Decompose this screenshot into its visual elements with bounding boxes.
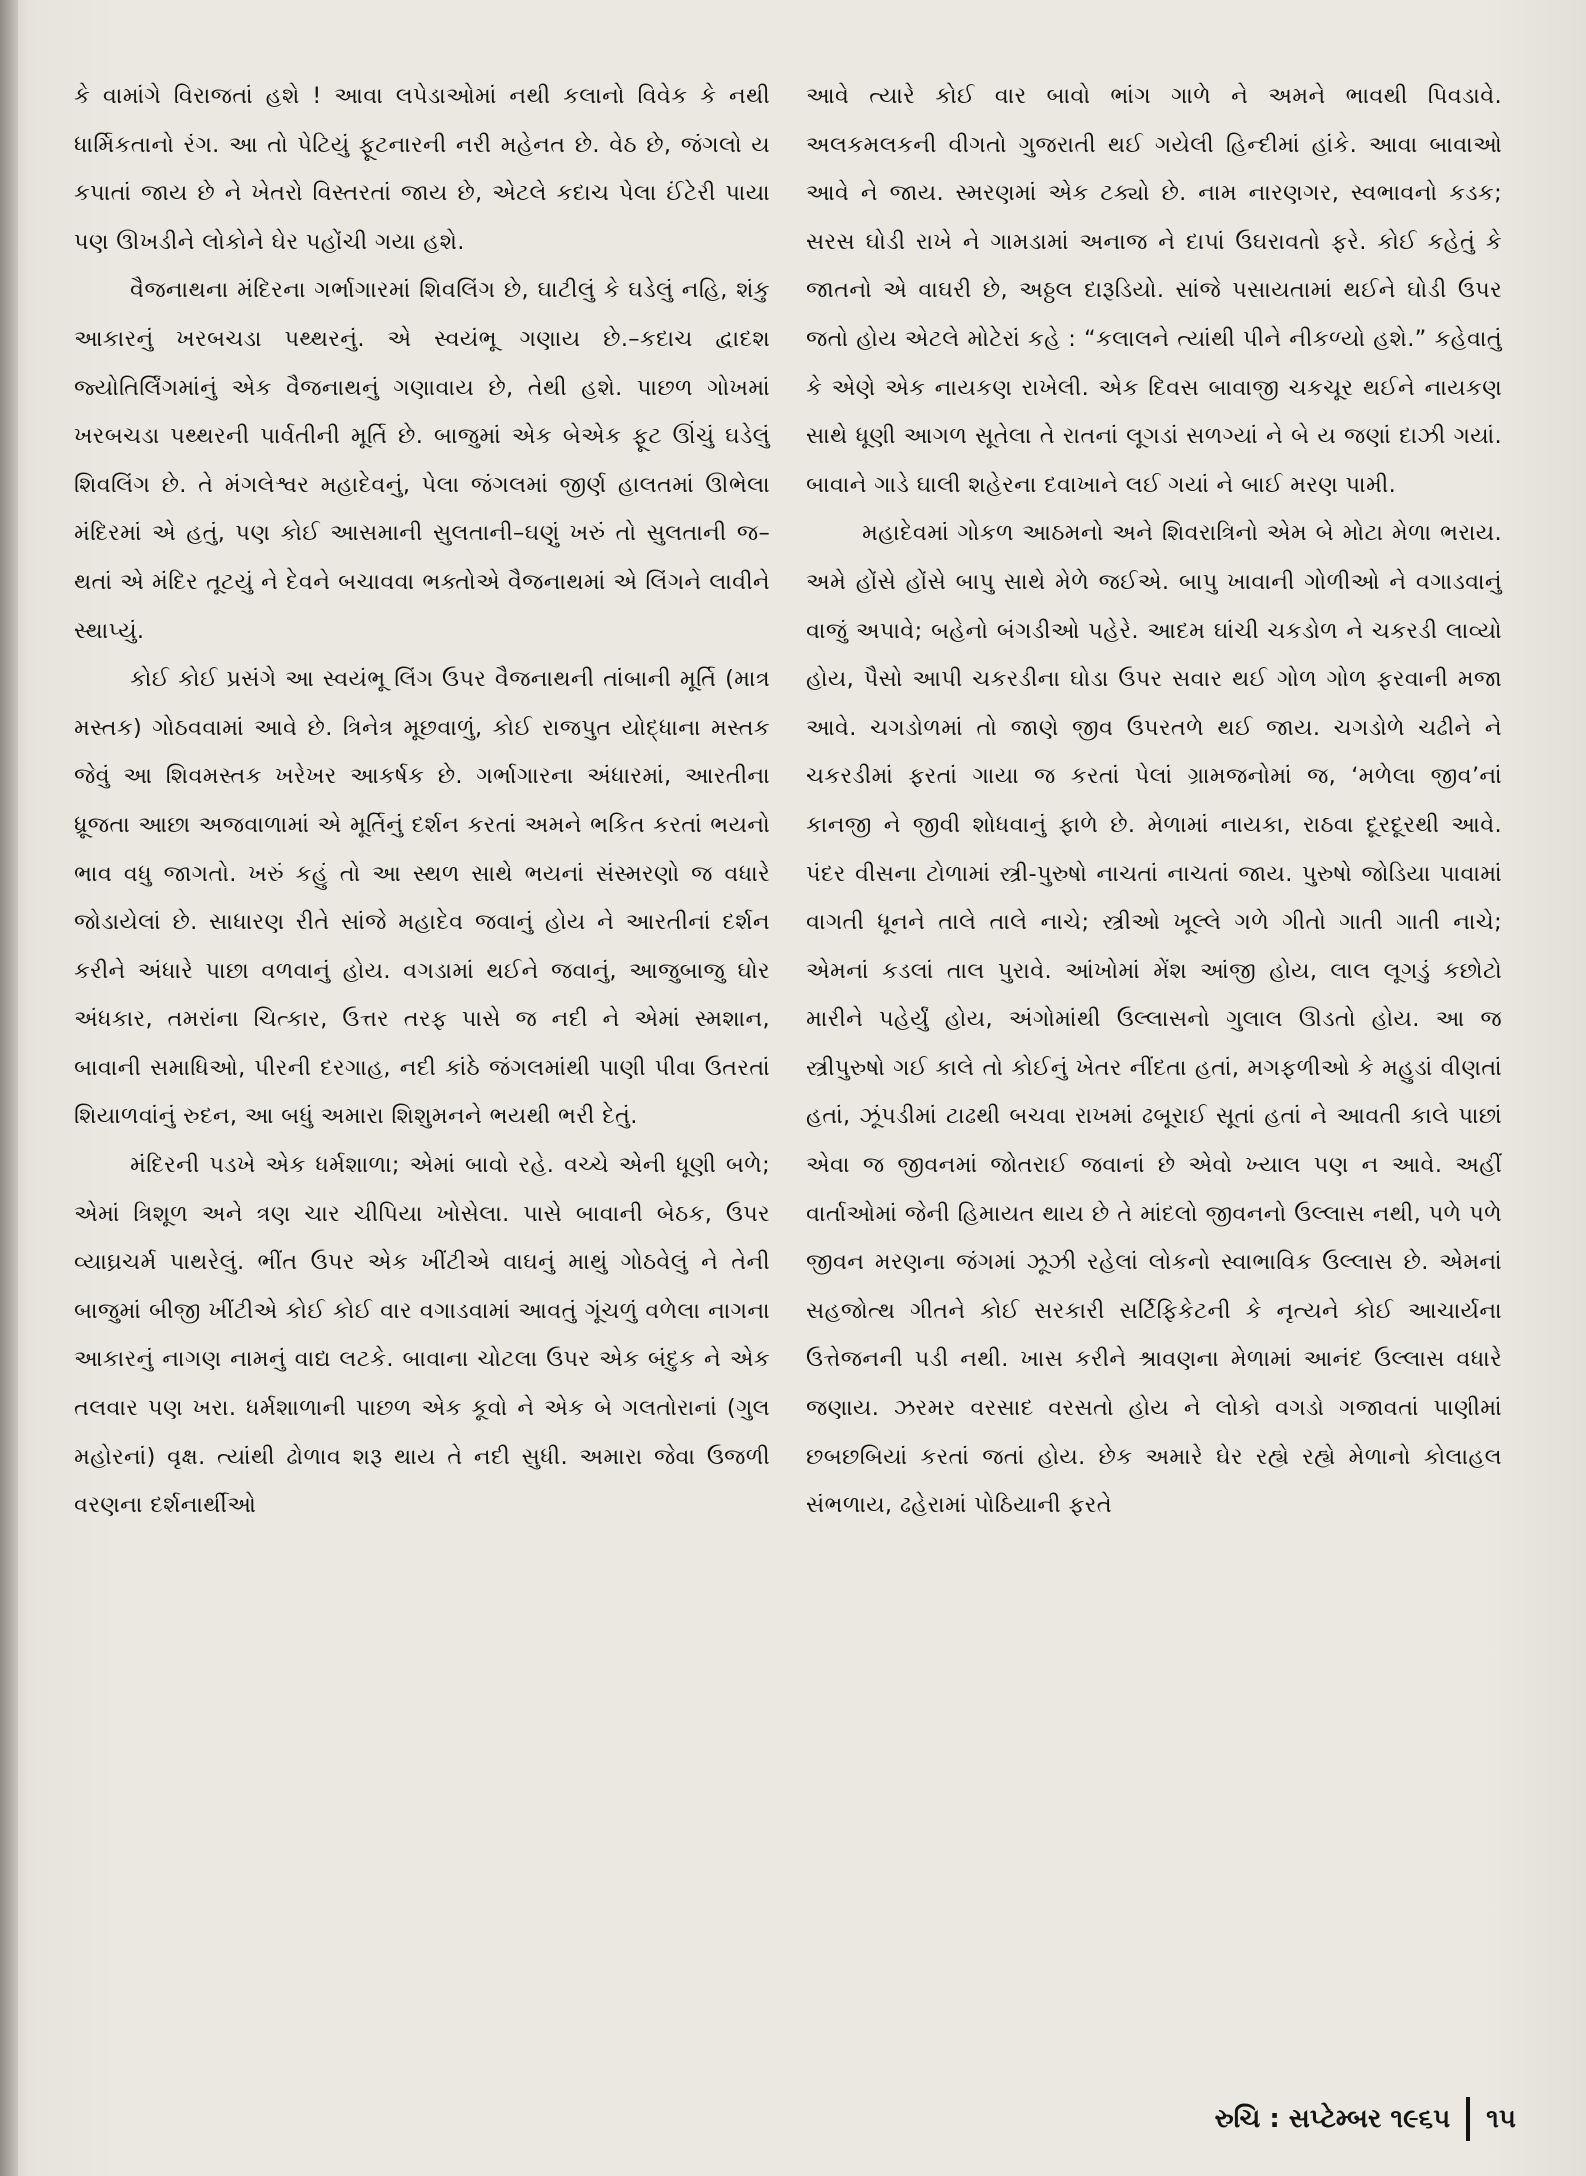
footer-divider [1466,2097,1470,2141]
page-number: ૧૫ [1486,2103,1516,2134]
magazine-issue-label: રુચિ : સપ્ટેમ્બર ૧૯૬૫ [1214,2103,1451,2134]
left-text-column [74,72,770,1530]
right-text-column [806,72,1502,1530]
paragraph: આવે ત્યારે કોઈ વાર બાવો ભાંગ ગાળે ને અમને ભાવથી પિવડાવે. અલકમલકની વીગતો ગુજરાતી થઈ ગયેલી હિન્દીમાં હાંકે. આવા બાવાઓ આવે ને જાય. સ્મરણમાં એક ટક્યો છે. નામ નારણગર, સ્વભાવનો કડક; સરસ ઘોડી રાખે ને ગામડામાં અનાજ ને દાપાં ઉઘરાવતો ફરે. કોઈ કહેતું કે જાતનો એ વાઘરી છે, અઠ્ઠલ દારૂડિયો. સાંજે પસાયતામાં થઈને ઘોડી ઉપર જતો હોય એટલે મોટેરાં કહે : “કલાલને ત્યાંથી પીને નીકળ્યો હશે.” કહેવાતું કે એણે એક નાયકણ રાખેલી. એક દિવસ બાવાજી ચકચૂર થઈને નાયકણ સાથે ધૂણી આગળ સૂતેલા તે રાતનાં લૂગડાં સળગ્યાં ને બે ય જણાં દાઝી ગયાં. બાવાને ગાડે ઘાલી શહેરના દવાખાને લઈ ગયાં ને બાઈ મરણ પામી. [806,83,1502,498]
paragraph: કોઈ કોઈ પ્રસંગે આ સ્વયંભૂ લિંગ ઉપર વૈજનાથની તાંબાની મૂર્તિ (માત્ર મસ્તક) ગોઠવવામાં આવે છે. ત્રિનેત્ર મૂછવાળું, કોઈ રાજપુત યોદ્ધાના મસ્તક જેવું આ શિવમસ્તક ખરેખર આકર્ષક છે. ગર્ભાગારના અંધારમાં, આરતીના ધ્રૂજતા આછા અજવાળામાં એ મૂર્તિનું દર્શન કરતાં અમને ભકિત કરતાં ભયનો ભાવ વધુ જાગતો. ખરું કહું તો આ સ્થળ સાથે ભયનાં સંસ્મરણો જ વધારે જોડાયેલાં છે. સાધારણ રીતે સાંજે મહાદેવ જવાનું હોય ને આરતીનાં દર્શન કરીને અંધારે પાછા વળવાનું હોય. વગડામાં થઈને જવાનું, આજુબાજુ ઘોર અંધકાર, તમરાંના ચિત્કાર, ઉત્તર તરફ પાસે જ નદી ને એમાં સ્મશાન, બાવાની સમાધિઓ, પીરની દરગાહ, નદી કાંઠે જંગલમાંથી પાણી પીવા ઉતરતાં શિયાળવાંનું રુદન, આ બધું અમારા શિશુમનને ભયથી ભરી દેતું. [74,666,770,1130]
paragraph: મહાદેવમાં ગોકળ આઠમનો અને શિવરાત્રિનો એમ બે મોટા મેળા ભરાય. અમે હોંસે હોંસે બાપુ સાથે મેળે જઈએ. બાપુ ખાવાની ગોળીઓ ને વગાડવાનું વાજું અપાવે; બહેનો બંગડીઓ પહેરે. આદમ ઘાંચી ચકડોળ ને ચકરડી લાવ્યો હોય, પૈસો આપી ચકરડીના ઘોડા ઉપર સવાર થઈ ગોળ ગોળ ફરવાની મજા આવે. ચગડોળમાં તો જાણે જીવ ઉપરતળે થઈ જાય. ચગડોળે ચઢીને ને ચકરડીમાં ફરતાં ગાયા જ કરતાં પેલાં ગ્રામજનોમાં જ, ‘મળેલા જીવ’નાં કાનજી ને જીવી શોધવાનું ફાળે છે. મેળામાં નાયકા, રાઠવા દૂરદૂરથી આવે. પંદર વીસના ટોળામાં સ્ત્રી-પુરુષો નાચતાં નાચતાં જાય. પુરુષો જોડિયા પાવામાં વાગતી ધૂનને તાલે તાલે નાચે; સ્ત્રીઓ ખૂલ્લે ગળે ગીતો ગાતી ગાતી નાચે; એમનાં કડલાં તાલ પુરાવે. આંખોમાં મેંશ આંજી હોય, લાલ લૂગડું કછોટો મારીને પહેર્યું હોય, અંગોમાંથી ઉલ્લાસનો ગુલાલ ઊડતો હોય. આ જ સ્ત્રીપુરુષો ગઈ કાલે તો કોઈનું ખેતર નીંદતા હતાં, મગફળીઓ કે મહુડાં વીણતાં હતાં, ઝૂંપડીમાં ટાઢથી બચવા રાખમાં ઢબૂરાઈ સૂતાં હતાં ને આવતી કાલે પાછાં એવા જ જીવનમાં જોતરાઈ જવાનાં છે એવો ખ્યાલ પણ ન આવે. અહીં વાર્તાઓમાં જેની હિમાયત થાય છે તે માંદલો જીવનનો ઉલ્લાસ નથી, પળે પળે જીવન મરણના જંગમાં ઝૂઝી રહેલાં લોકનો સ્વાભાવિક ઉલ્લાસ છે. એમનાં સહજોત્થ ગીતને કોઈ સરકારી સર્ટિફિકેટની કે નૃત્યને કોઈ આચાર્યના ઉત્તેજનની પડી નથી. ખાસ કરીને શ્રાવણના મેળામાં આનંદ ઉલ્લાસ વધારે જણાય. ઝરમર વરસાદ વરસતો હોય ને લોકો વગડો ગજાવતાં પાણીમાં છબછબિયાં કરતાં જતાં હોય. છેક અમારે ઘેર રહ્યે રહ્યે મેળાનો કોલાહલ સંભળાય, ઢહેરામાં પોઠિયાની ફરતે [806,520,1502,1519]
paragraph: વૈજનાથના મંદિરના ગર્ભાગારમાં શિવલિંગ છે, ઘાટીલું કે ઘડેલું નહિ, શંકુ આકારનું ખરબચડા પથ્થરનું. એ સ્વયંભૂ ગણાય છે.–કદાચ દ્વાદશ જ્યોતિર્લિંગમાંનું એક વૈજનાથનું ગણાવાય છે, તેથી હશે. પાછળ ગોખમાં ખરબચડા પથ્થરની પાર્વતીની મૂર્તિ છે. બાજુમાં એક બેએક ફૂટ ઊંચું ઘડેલું શિવલિંગ છે. તે મંગલેશ્વર મહાદેવનું, પેલા જંગલમાં જીર્ણ હાલતમાં ઊભેલા મંદિરમાં એ હતું, પણ કોઈ આસમાની સુલતાની–ઘણું ખરું તો સુલતાની જ–થતાં એ મંદિર તૂટયું ને દેવને બચાવવા ભક્તોએ વૈજનાથમાં એ લિંગને લાવીને સ્થાપ્યું. [74,277,770,644]
paragraph: મંદિરની પડખે એક ધર્મશાળા; એમાં બાવો રહે. વચ્ચે એની ધૂણી બળે; એમાં ત્રિશૂળ અને ત્રણ ચાર ચીપિયા ખોસેલા. પાસે બાવાની બેઠક, ઉપર વ્યાઘ્રચર્મ પાથરેલું. ભીંત ઉપર એક ખીંટીએ વાઘનું માથું ગોઠવેલું ને તેની બાજુમાં બીજી ખીંટીએ કોઈ કોઈ વાર વગાડવામાં આવતું ગૂંચળું વળેલા નાગના આકારનું નાગણ નામનું વાદ્ય લટકે. બાવાના ચોટલા ઉપર એક બંદુક ને એક તલવાર પણ ખરા. ધર્મશાળાની પાછળ એક કૂવો ને એક બે ગલતોરાનાં (ગુલ મહોરનાં) વૃક્ષ. ત્યાંથી ઢોળાવ શરૂ થાય તે નદી સુધી. અમારા જેવા ઉજળી વરણના દર્શનાર્થીઓ [74,1152,770,1519]
page-spine-shadow [0,0,18,2176]
page-footer [1215,2097,1516,2141]
paragraph: કે વામાંગે વિરાજતાં હશે ! આવા લપેડાઓમાં નથી કલાનો વિવેક કે નથી ધાર્મિકતાનો રંગ. આ તો પેટિયું ફૂટનારની નરી મહેનત છે. વેઠ છે, જંગલો ય કપાતાં જાય છે ને ખેતરો વિસ્તરતાં જાય છે, એટલે કદાચ પેલા ઈંટેરી પાયા પણ ઊખડીને લોકોને ઘેર પહોંચી ગયા હશે. [74,83,770,255]
